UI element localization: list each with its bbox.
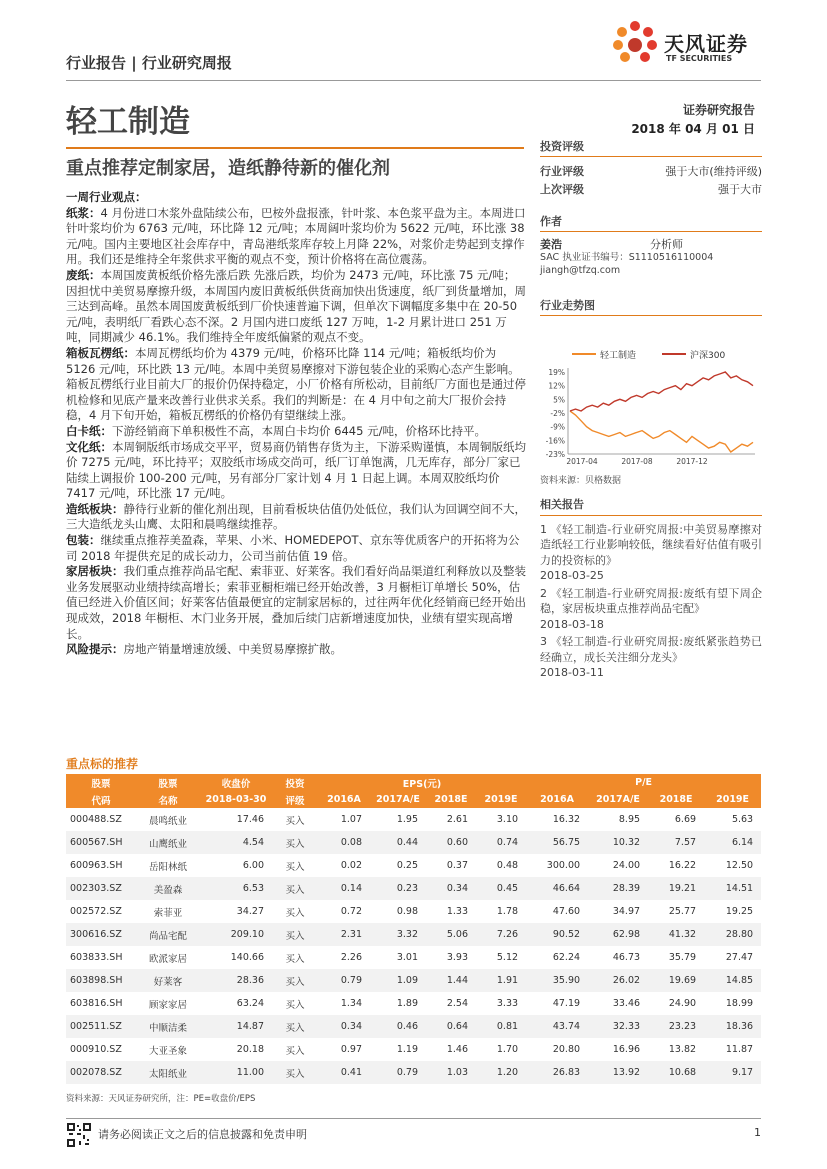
table-row [66, 923, 761, 946]
header-divider [66, 80, 761, 81]
legend-label: 轻工制造 [600, 351, 637, 361]
report-label: 证券研究报告 [682, 103, 755, 117]
weekly-title: 一周行业观点： [66, 190, 147, 204]
header-cell: 2016A [526, 791, 588, 808]
table-cell: 0.14 [318, 877, 370, 900]
logo-text-en: TF SECURITIES [666, 54, 733, 63]
x-tick-label: 2017-12 [676, 457, 708, 466]
table-header-row [66, 774, 761, 791]
related-date: 2018-03-18 [540, 617, 604, 631]
related-item[interactable] [540, 522, 762, 584]
sidebar [540, 138, 762, 277]
table-cell: 1.19 [396, 1044, 418, 1055]
table-cell: 7.57 [648, 831, 704, 854]
table-cell: 0.34 [318, 1015, 370, 1038]
table-cell: 1.20 [476, 1061, 526, 1084]
table-cell: 0.81 [476, 1015, 526, 1038]
table-cell: 62.98 [588, 923, 648, 946]
header-cell: 2018E [426, 791, 476, 808]
table-cell: 24.00 [612, 860, 641, 871]
table-cell: 0.46 [370, 1015, 426, 1038]
table-cell: 美盈森 [136, 877, 200, 900]
table-cell: 0.97 [340, 1044, 362, 1055]
stock-table [66, 774, 761, 1084]
paragraph-label: 家居板块： [66, 564, 124, 579]
table-cell: 19.69 [648, 969, 704, 992]
table-cell: 顾家家居 [148, 999, 187, 1011]
table-cell: 1.03 [426, 1061, 476, 1084]
table-cell: 35.79 [668, 952, 697, 963]
table-cell: 18.36 [704, 1015, 761, 1038]
table-header-row [66, 791, 761, 808]
table-cell: 3.10 [496, 814, 519, 825]
table-cell: 34.97 [612, 906, 641, 917]
table-cell: 33.46 [612, 998, 641, 1009]
rating-key: 上次评级 [540, 183, 584, 196]
table-cell: 6.14 [704, 831, 761, 854]
table-cell: 6.00 [242, 860, 264, 871]
table-cell: 0.37 [446, 860, 468, 871]
related-text[interactable]: 2 《轻工制造-行业研究周报:废纸有望下周企稳，家居板块重点推荐尚品宅配》 [540, 586, 762, 615]
table-cell: 买入 [272, 1061, 318, 1084]
table-cell: 1.70 [496, 1044, 519, 1055]
trend-chart-svg [540, 322, 762, 467]
table-row [66, 854, 761, 877]
table-cell: 603898.SH [66, 969, 136, 992]
header-cell: 2017A/E [370, 791, 426, 808]
table-cell: 000488.SZ [70, 814, 122, 825]
header-cell: 股票 [66, 774, 136, 791]
table-cell: 索菲亚 [153, 907, 183, 919]
related-date: 2018-03-25 [540, 569, 604, 582]
table-cell: 47.60 [552, 906, 581, 917]
table-row [66, 1015, 761, 1038]
paragraph-text: 静待行业新的催化剂出现，目前看板块估值仍处低位，我们认为回调空间不大，三大造纸龙头山鹰、太阳和晨鸣继续推荐。 [66, 501, 526, 532]
table-cell: 0.79 [370, 1061, 426, 1084]
author-name: 姜浩 [540, 238, 562, 251]
table-cell: 46.64 [526, 877, 588, 900]
author-email[interactable]: jiangh@tfzq.com [540, 265, 621, 276]
y-tick-label: -16% [545, 436, 565, 446]
table-cell: 6.53 [200, 877, 272, 900]
table-cell: 1.46 [446, 1044, 468, 1055]
table-cell: 0.98 [396, 906, 418, 917]
series-line-csi300 [570, 372, 753, 411]
table-cell: 8.95 [618, 814, 641, 825]
related-reports [540, 497, 762, 683]
author-title: 作者 [540, 213, 762, 232]
disclaimer: 请务必阅读正文之后的信息披露和免责申明 [98, 1128, 307, 1141]
table-cell: 3.93 [446, 952, 468, 963]
header-cell: 2017A/E [588, 791, 648, 808]
table-cell: 35.90 [526, 969, 588, 992]
paragraph-text: 4 月份进口木浆外盘陆续公布，巴桉外盘报涨，针叶浆、本色浆平盘为主。本周进口针叶浆均价为 6763 元/吨，环比降 12 元/吨；本周阔叶浆均价为 5622 元/吨，环比涨 38 元/吨。国内主要地区社会库存中，青岛港纸浆库存较上月降 22%，对浆价走势起到支撑作用。我们还是维持全年浆供求平衡的观点不变，预计价格将在高位震荡。 [66, 205, 526, 267]
table-cell: 002078.SZ [66, 1061, 136, 1084]
table-cell: 20.18 [236, 1044, 264, 1055]
headline: 重点推荐定制家居，造纸静待新的催化剂 [66, 158, 390, 179]
table-cell: 岳阳林纸 [148, 861, 187, 873]
table-cell: 14.51 [704, 877, 761, 900]
table-source: 资料来源：天风证券研究所，注：PE=收盘价/EPS [66, 1094, 256, 1104]
header-cell: 2018E [648, 791, 704, 808]
table-cell: 28.36 [200, 969, 272, 992]
paragraph-home [66, 564, 526, 642]
table-cell: 11.00 [200, 1061, 272, 1084]
table-cell: 12.50 [725, 860, 754, 871]
table-cell: 0.79 [318, 969, 370, 992]
table-cell: 47.19 [552, 998, 581, 1009]
table-cell: 买入 [272, 877, 318, 900]
logo [610, 18, 770, 68]
table-cell: 6.69 [674, 814, 697, 825]
header-cell: 2016A [318, 791, 370, 808]
table-cell: 1.95 [396, 814, 418, 825]
table-cell: 25.77 [668, 906, 697, 917]
header-cell: 收盘价 [200, 774, 272, 791]
table-cell: 2.54 [446, 998, 468, 1009]
qr-code-icon [66, 1122, 92, 1148]
table-cell: 2.26 [340, 952, 362, 963]
table-cell: 27.47 [725, 952, 754, 963]
table-cell: 19.21 [648, 877, 704, 900]
table-cell: 买入 [272, 969, 318, 992]
report-date: 2018 年 04 月 01 日 [631, 122, 755, 136]
table-cell: 19.25 [725, 906, 754, 917]
table-cell: 13.82 [668, 1044, 697, 1055]
table-cell: 5.12 [496, 952, 519, 963]
x-tick-label: 2017-04 [566, 457, 598, 466]
chart-title: 行业走势图 [540, 297, 762, 316]
header-cell: 2018-03-30 [200, 791, 272, 808]
header-cell: 2019E [476, 791, 526, 808]
table-row [66, 992, 761, 1015]
table-row [66, 946, 761, 969]
header-cell: 评级 [272, 791, 318, 808]
page-header [66, 0, 766, 80]
industry-trend-chart [540, 297, 762, 486]
table-cell: 0.08 [318, 831, 370, 854]
table-cell: 9.17 [704, 1061, 761, 1084]
table-cell: 5.63 [731, 814, 754, 825]
related-item[interactable] [540, 634, 762, 681]
table-cell: 5.06 [426, 923, 476, 946]
main-body [66, 190, 526, 658]
paragraph-text: 下游经销商下单积极性不高，本周白卡均价 6445 元/吨，价格环比持平。 [112, 423, 486, 438]
table-cell: 62.24 [552, 952, 581, 963]
header-cell: 名称 [136, 791, 200, 808]
rating-key: 行业评级 [540, 165, 584, 178]
paragraph-culture-paper [66, 440, 526, 502]
table-cell: 买入 [285, 815, 305, 827]
header-cell: 2019E [704, 791, 761, 808]
table-row [66, 969, 761, 992]
paragraph-risk [66, 642, 526, 658]
logo-text: 天风证券 [664, 32, 748, 56]
table-row [66, 1061, 761, 1084]
rating-title: 投资评级 [540, 138, 762, 157]
table-cell: 山鹰纸业 [136, 831, 200, 854]
table-cell: 1.91 [476, 969, 526, 992]
table-cell: 140.66 [230, 952, 264, 963]
y-tick-label: 5% [553, 395, 565, 405]
table-cell: 23.23 [648, 1015, 704, 1038]
related-item[interactable] [540, 586, 762, 633]
table-cell: 56.75 [526, 831, 588, 854]
header-cell: 股票 [136, 774, 200, 791]
table-cell: 尚品宅配 [136, 923, 200, 946]
y-tick-label: 12% [548, 381, 565, 391]
table-cell: 0.74 [476, 831, 526, 854]
table-cell: 买入 [285, 907, 305, 919]
table-cell: 90.52 [526, 923, 588, 946]
table-cell: 1.78 [496, 906, 519, 917]
stock-table-title: 重点标的推荐 [66, 757, 139, 771]
related-text[interactable]: 3 《轻工制造-行业研究周报:废纸紧张趋势已经确立，成长关注细分龙头》 [540, 635, 762, 664]
table-cell: 14.87 [200, 1015, 272, 1038]
table-cell: 1.44 [426, 969, 476, 992]
table-cell: 002511.SZ [66, 1015, 136, 1038]
table-cell: 26.83 [526, 1061, 588, 1084]
paragraph-label: 风险提示： [66, 642, 124, 657]
table-cell: 买入 [272, 831, 318, 854]
table-cell: 买入 [285, 953, 305, 965]
table-cell: 16.96 [612, 1044, 641, 1055]
table-cell: 买入 [285, 861, 305, 873]
table-cell: 晨鸣纸业 [148, 815, 187, 827]
table-cell: 买入 [272, 1015, 318, 1038]
chart-source: 资料来源：贝格数据 [540, 476, 622, 486]
table-cell: 买入 [285, 1045, 305, 1057]
related-title: 相关报告 [540, 497, 762, 516]
table-cell: 20.80 [552, 1044, 581, 1055]
author-role: 分析师 [650, 238, 683, 251]
table-cell: 10.32 [588, 831, 648, 854]
table-row [66, 877, 761, 900]
table-cell: 买入 [285, 999, 305, 1011]
paragraph-text: 继续重点推荐美盈森，苹果、小米、HOMEDEPOT、京东等优质客户的开拓将为公司 2018 年提供充足的成长动力，公司当前估值 19 倍。 [66, 533, 520, 563]
table-cell: 中顺洁柔 [136, 1015, 200, 1038]
table-cell: 0.34 [426, 877, 476, 900]
related-date: 2018-03-11 [540, 666, 604, 679]
paragraph-label: 文化纸： [66, 439, 112, 454]
paragraph-corrugated [66, 346, 526, 424]
author-block [540, 238, 762, 277]
table-cell: 大亚圣象 [148, 1045, 187, 1057]
table-cell: 0.72 [340, 906, 362, 917]
related-text[interactable]: 1 《轻工制造-行业研究周报:中美贸易摩擦对造纸轻工行业影响较低，继续看好估值有吸引力的投资标的》 [540, 522, 762, 567]
table-cell: 603816.SH [70, 998, 123, 1009]
table-cell: 0.45 [476, 877, 526, 900]
table-cell: 0.44 [370, 831, 426, 854]
table-cell: 0.23 [370, 877, 426, 900]
y-tick-label: -2% [550, 409, 565, 418]
paragraph-packaging [66, 533, 526, 564]
paragraph-label: 包装： [66, 533, 101, 548]
table-cell: 34.27 [236, 906, 264, 917]
table-cell: 4.54 [200, 831, 272, 854]
table-row [66, 831, 761, 854]
paragraph-label: 箱板瓦楞纸： [66, 345, 135, 360]
table-cell: 000910.SZ [70, 1044, 122, 1055]
header-cell: P/E [526, 774, 761, 791]
table-cell: 1.34 [340, 998, 362, 1009]
table-cell: 0.64 [426, 1015, 476, 1038]
table-cell: 好莱客 [136, 969, 200, 992]
paragraph-pulp [66, 206, 526, 268]
header-cell: 投资 [272, 774, 318, 791]
table-row [66, 900, 761, 923]
header-cell: 代码 [66, 791, 136, 808]
rating-value: 强于大市 [718, 183, 762, 196]
table-cell: 603833.SH [70, 952, 123, 963]
table-cell: 28.39 [588, 877, 648, 900]
legend-label: 沪深300 [690, 351, 726, 361]
footer-divider [66, 1118, 761, 1119]
table-row [66, 1038, 761, 1061]
rating-row [540, 181, 762, 199]
paragraph-text: 本周瓦楞纸均价为 4379 元/吨，价格环比降 114 元/吨；箱板纸均价为 5126 元/吨，环比跌 13 元/吨。本周中美贸易摩擦对下游包装企业的采购心态产生影响。箱板瓦楞纸行业目前大厂的报价仍保持稳定，小厂价格有所松动，目前纸厂方面也是通过停机检修和见底产量来改善行业供求关系。我们的判断是：在 4 月中旬之前大厂报价会持稳，4 月下旬开始，箱板瓦楞纸的价格仍有望继续上涨。 [66, 345, 526, 423]
paragraph-label: 白卡纸： [66, 423, 112, 438]
table-cell: 1.07 [340, 814, 362, 825]
table-cell: 17.46 [236, 814, 264, 825]
table-cell: 63.24 [236, 998, 264, 1009]
rating-row [540, 163, 762, 181]
table-cell: 太阳纸业 [136, 1061, 200, 1084]
table-cell: 欧派家居 [148, 953, 187, 965]
table-cell: 0.48 [496, 860, 519, 871]
series-line-light-industry [570, 411, 753, 452]
table-cell: 600963.SH [70, 860, 123, 871]
author-sac: SAC 执业证书编号：S1110516110004 [540, 252, 714, 263]
table-cell: 1.89 [396, 998, 418, 1009]
table-cell: 41.32 [648, 923, 704, 946]
y-tick-label: -23% [545, 450, 565, 459]
table-cell: 0.41 [318, 1061, 370, 1084]
header-cell: EPS(元) [318, 774, 526, 791]
table-cell: 10.68 [648, 1061, 704, 1084]
y-tick-label: 19% [548, 368, 565, 377]
table-cell: 32.33 [588, 1015, 648, 1038]
paragraph-text: 房地产销量增速放缓、中美贸易摩擦扩散。 [123, 642, 342, 657]
paragraph-text: 我们重点推荐尚品宅配、索菲亚、好莱客。我们看好尚品渠道红利释放以及整装业务发展驱动业绩持续高增长；索菲亚橱柜端已经开始改善，3 月橱柜订单增长 50%，估值已经进入价值区间；好莱客估值最便宜的定制家居标的，过往两年优化经销商已经开始出现成效，2018 年橱柜、木门业务开展，叠加后续门店新增速度加快，业绩有望实现高增长。 [66, 564, 526, 641]
table-cell: 209.10 [200, 923, 272, 946]
table-cell: 26.02 [588, 969, 648, 992]
table-cell: 28.80 [704, 923, 761, 946]
table-cell: 3.33 [496, 998, 519, 1009]
tf-logo-icon [610, 18, 660, 68]
table-cell: 2.31 [318, 923, 370, 946]
headline-divider [66, 147, 524, 149]
table-cell: 300.00 [546, 860, 581, 871]
table-cell: 0.25 [396, 860, 418, 871]
table-cell: 11.87 [725, 1044, 754, 1055]
paragraph-waste-paper [66, 268, 526, 346]
paragraph-text: 本周铜版纸市场成交平平，贸易商仍销售存货为主，下游采购谨慎，本周铜版纸均价 7275 元/吨，环比持平；双胶纸市场成交尚可，纸厂订单饱满，几无库存，部分厂家已陆续上调报价 100-200 元/吨，另有部分厂家计划 4 月 1 日起上调。本周双胶纸均价 7417 元/吨，环比涨 17 元/吨。 [66, 439, 526, 501]
page-number: 1 [754, 1126, 761, 1139]
table-cell: 1.33 [446, 906, 468, 917]
y-tick-label: -9% [550, 422, 565, 432]
table-cell: 14.85 [704, 969, 761, 992]
table-cell: 002572.SZ [70, 906, 122, 917]
table-cell: 24.90 [668, 998, 697, 1009]
table-cell: 13.92 [588, 1061, 648, 1084]
table-cell: 16.32 [552, 814, 581, 825]
table-cell: 买入 [272, 923, 318, 946]
table-cell: 46.73 [612, 952, 641, 963]
table-cell: 3.01 [396, 952, 418, 963]
table-cell: 1.09 [370, 969, 426, 992]
table-cell: 0.02 [340, 860, 362, 871]
x-tick-label: 2017-08 [621, 457, 653, 466]
table-row [66, 808, 761, 831]
table-cell: 2.61 [446, 814, 468, 825]
paragraph-label: 造纸板块： [66, 501, 124, 516]
table-cell: 18.99 [725, 998, 754, 1009]
rating-value: 强于大市(维持评级) [665, 165, 762, 178]
table-cell: 002303.SZ [66, 877, 136, 900]
report-type: 行业报告 | 行业研究周报 [66, 54, 232, 72]
table-cell: 600567.SH [66, 831, 136, 854]
paragraph-label: 纸浆： [66, 205, 101, 220]
table-cell: 300616.SZ [66, 923, 136, 946]
paragraph-paper-sector [66, 502, 526, 533]
table-cell: 0.60 [426, 831, 476, 854]
industry-title: 轻工制造 [66, 104, 190, 140]
table-cell: 16.22 [668, 860, 697, 871]
paragraph-white-card [66, 424, 526, 440]
paragraph-label: 废纸： [66, 267, 101, 282]
table-cell: 43.74 [526, 1015, 588, 1038]
paragraph-text: 本周国废黄板纸价格先涨后跌 先涨后跌，均价为 2473 元/吨，环比涨 75 元/吨；因担忧中美贸易摩擦升级，本周国内废旧黄板纸供货商加快出货速度，纸厂到货量增加，周三达到高峰。虽然本周国废黄板纸到厂价快速普遍下调，但单次下调幅度多集中在 20-50 元/吨，表明纸厂看跌心态不深。2 月国内进口废纸 127 万吨，1-2 月累计进口 251 万吨，同期减少 46.1%。我们维持全年废纸偏紧的观点不变。 [66, 267, 526, 345]
table-cell: 7.26 [476, 923, 526, 946]
table-cell: 3.32 [370, 923, 426, 946]
